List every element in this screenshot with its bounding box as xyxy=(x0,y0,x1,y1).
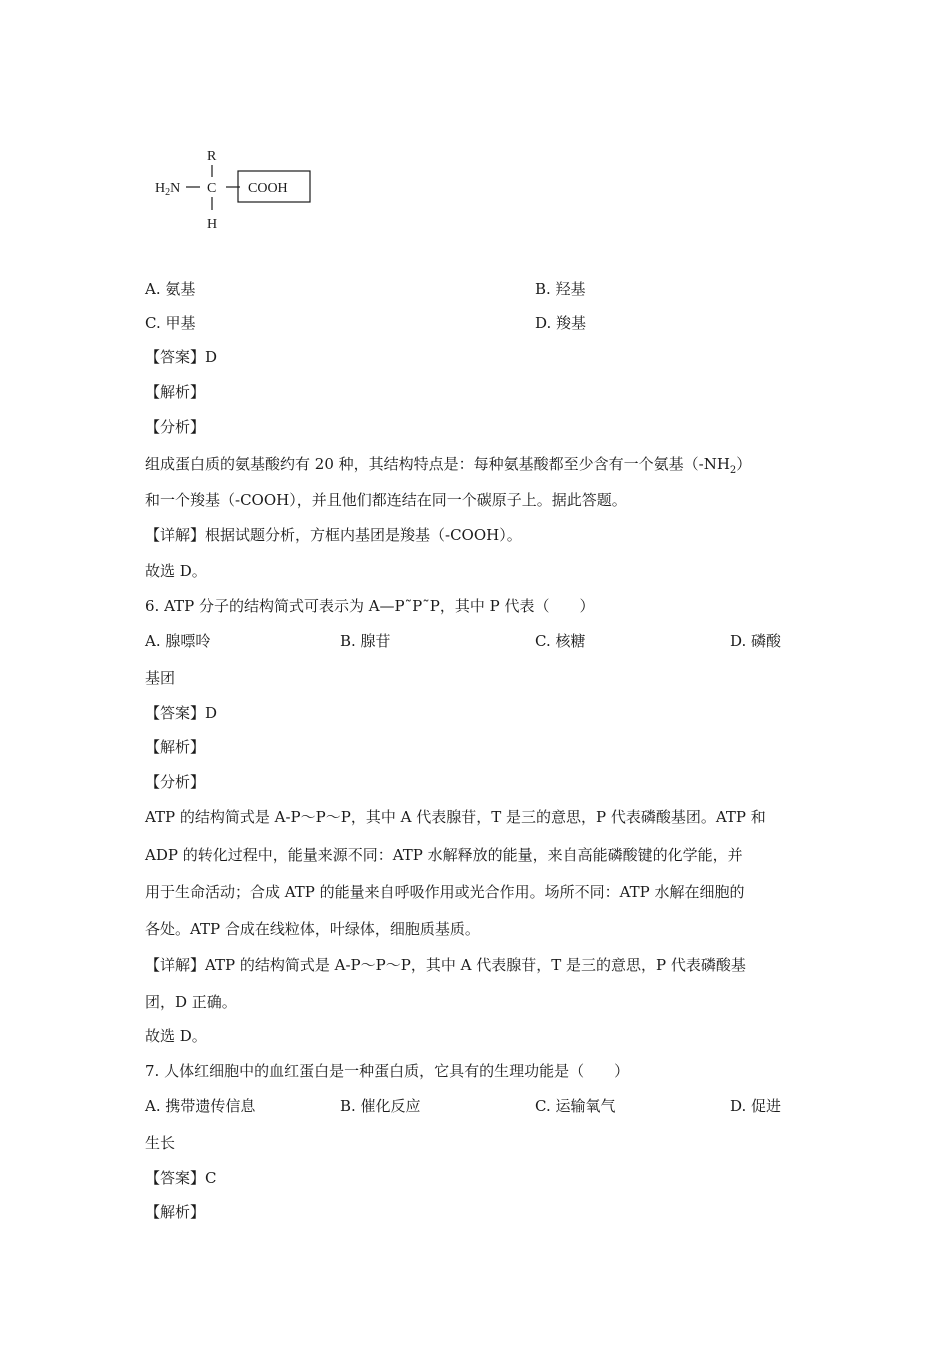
formula-h2n: $H_2N$ xyxy=(155,181,181,198)
q6-option-b: B. 腺苷 xyxy=(340,632,391,650)
q5-option-b: B. 羟基 xyxy=(535,280,586,298)
q6-detail-line-2: 团，D 正确。 xyxy=(145,993,237,1011)
q7-option-d: D. 促进 xyxy=(730,1097,782,1115)
q6-fenxi-heading: 【分析】 xyxy=(145,773,206,791)
q6-stem: 6. ATP 分子的结构简式可表示为 A—P˜P˜P，其中 P 代表（ ） xyxy=(145,597,595,615)
q6-detail-line-1: 【详解】ATP 的结构简式是 A-P～P～P，其中 A 代表腺苷，T 是三的意思，P 代表磷酸基 xyxy=(145,956,746,974)
q6-option-d-continued: 基团 xyxy=(145,669,176,687)
formula-h: H xyxy=(207,217,218,232)
q6-option-a: A. 腺嘌呤 xyxy=(145,632,211,650)
q7-option-c: C. 运输氧气 xyxy=(535,1097,616,1115)
q7-jiexi-heading: 【解析】 xyxy=(145,1203,206,1221)
q6-jiexi-heading: 【解析】 xyxy=(145,738,206,756)
q5-option-d: D. 羧基 xyxy=(535,314,587,332)
q6-analysis-line-3: 用于生命活动；合成 ATP 的能量来自呼吸作用或光合作用。场所不同：ATP 水解在细胞的 xyxy=(145,883,745,901)
q5-fenxi-heading: 【分析】 xyxy=(145,418,206,436)
q6-analysis-line-1: ATP 的结构简式是 A-P～P～P，其中 A 代表腺苷，T 是三的意思，P 代表磷酸基团。ATP 和 xyxy=(145,808,766,826)
q5-jiexi-heading: 【解析】 xyxy=(145,383,206,401)
formula-r: R xyxy=(207,149,217,164)
q7-option-a: A. 携带遗传信息 xyxy=(145,1097,256,1115)
q5-option-c: C. 甲基 xyxy=(145,314,196,332)
q7-option-b: B. 催化反应 xyxy=(340,1097,421,1115)
q5-answer: 【答案】D xyxy=(145,348,218,366)
formula-c: C xyxy=(207,181,217,196)
q7-stem: 7. 人体红细胞中的血红蛋白是一种蛋白质，它具有的生理功能是（ ） xyxy=(145,1062,630,1080)
amino-acid-structure xyxy=(150,140,330,240)
q6-analysis-line-2: ADP 的转化过程中，能量来源不同：ATP 水解释放的能量，来自高能磷酸键的化学能，并 xyxy=(145,846,743,864)
q5-option-a: A. 氨基 xyxy=(145,280,196,298)
q5-choose: 故选 D。 xyxy=(145,562,207,580)
amino-acid-structure-svg xyxy=(150,140,330,240)
formula-cooh: COOH xyxy=(248,181,288,196)
q6-option-d: D. 磷酸 xyxy=(730,632,782,650)
q5-analysis-line-2: 和一个羧基（-COOH），并且他们都连结在同一个碳原子上。据此答题。 xyxy=(145,491,627,509)
q6-choose: 故选 D。 xyxy=(145,1027,207,1045)
q6-option-c: C. 核糖 xyxy=(535,632,586,650)
q7-answer: 【答案】C xyxy=(145,1169,217,1187)
q7-option-d-continued: 生长 xyxy=(145,1134,176,1152)
q5-detail: 【详解】根据试题分析，方框内基团是羧基（-COOH）。 xyxy=(145,526,522,544)
q6-answer: 【答案】D xyxy=(145,704,218,722)
q5-analysis-line-1: 组成蛋白质的氨基酸约有 20 种，其结构特点是：每种氨基酸都至少含有一个氨基$(-NH_2)$ xyxy=(145,455,752,476)
q6-analysis-line-4: 各处。ATP 合成在线粒体，叶绿体，细胞质基质。 xyxy=(145,920,480,938)
